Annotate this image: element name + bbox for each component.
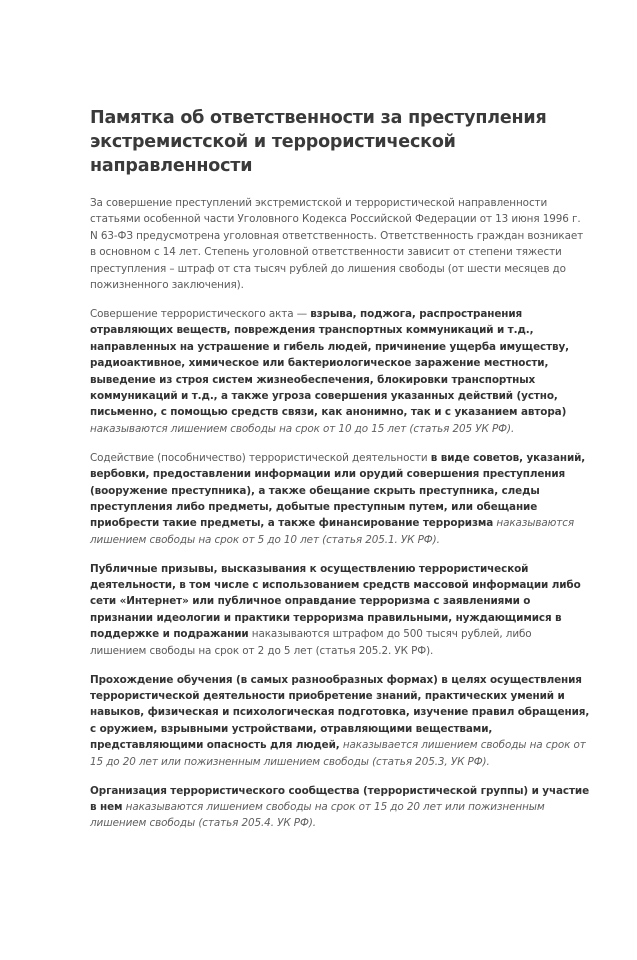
document-page bbox=[90, 106, 590, 844]
paragraph-organization bbox=[90, 783, 590, 832]
paragraph-bold-text: взрыва, поджога, распространения отравляющих веществ, повреждения транспортных коммуникаций и т.д., направленных на устрашение и гибель людей, причинение ущерба имуществу, радиоактивное, химическое или бактериологическое заражение местности, выведение из строя систем жизнеобеспечения, блокировки транспортных коммуникаций и т.д., а также угроза совершения указанных действий (устно, письменно, с помощью средств связи, как анонимно, так и с указанием автора) bbox=[90, 307, 569, 419]
paragraph-italic-text: наказываются лишением свободы на срок от 5 до 10 лет (статья 205.1. УК РФ). bbox=[90, 517, 575, 546]
paragraph-terror-act bbox=[90, 306, 590, 437]
paragraph-bold-text: в виде советов, указаний, вербовки, предоставлении информации или орудий совершения преступления (вооружение преступника), а также обещание скрыть преступника, следы преступления либо предметы, добытые преступным путем, или обещание приобрести такие предметы, а также финансирование терроризма bbox=[90, 451, 586, 530]
paragraph-italic-text: наказываются лишением свободы на срок от 10 до 15 лет (статья 205 УК РФ). bbox=[90, 422, 515, 435]
paragraph-bold-text: Организация террористического сообщества (террористической группы) и участие в нем bbox=[90, 784, 590, 813]
paragraph-bold-text: Публичные призывы, высказывания к осуществлению террористической деятельности, в том числе с использованием средств массовой информации либо сети «Интернет» или публичное оправдание терроризма с заявлениями о признании идеологии и практики терроризма правильными, нуждающимися в поддержке и подражании bbox=[90, 562, 581, 641]
paragraph-text: Совершение террористического акта — bbox=[90, 307, 311, 320]
paragraph-italic-text: наказываются лишением свободы на срок от 15 до 20 лет или пожизненным лишением свободы (статья 205.4. УК РФ). bbox=[90, 800, 545, 830]
paragraph-assistance bbox=[90, 450, 590, 548]
paragraph-text: За совершение преступлений экстремистской и террористической направленности статьями особенной части Уголовного Кодекса Российской Федерации от 13 июня 1996 г. N 63-ФЗ предусмотрена уголовная ответственность. Ответственность граждан возникает в основном с 14 лет. Степень уголовной ответственности зависит от степени тяжести преступления – штраф от ста тысяч рублей до лишения свободы (от шести месяцев до пожизненного заключения). bbox=[90, 197, 584, 292]
paragraph-training bbox=[90, 672, 590, 770]
document-title: Памятка об ответственности за преступления экстремистской и террористической направленности bbox=[90, 108, 547, 176]
paragraph-text: наказываются штрафом до 500 тысяч рублей, либо лишением свободы на срок от 2 до 5 лет (статья 205.2. УК РФ). bbox=[90, 628, 532, 657]
paragraph-italic-text: наказывается лишением свободы на срок от 15 до 20 лет или пожизненным лишением свободы (статья 205.3, УК РФ). bbox=[90, 739, 586, 768]
paragraph-bold-text: Прохождение обучения (в самых разнообразных формах) в целях осуществления террористической деятельности приобретение знаний, практических умений и навыков, физическая и психологическая подготовка, изучение правил обращения, с оружием, взрывными устройствами, отравляющими веществами, представляющими опасность для людей, bbox=[90, 673, 590, 752]
paragraph-public-calls bbox=[90, 561, 590, 659]
paragraph-intro bbox=[90, 195, 590, 293]
paragraph-text: Содействие (пособничество) террористической деятельности bbox=[90, 451, 431, 464]
